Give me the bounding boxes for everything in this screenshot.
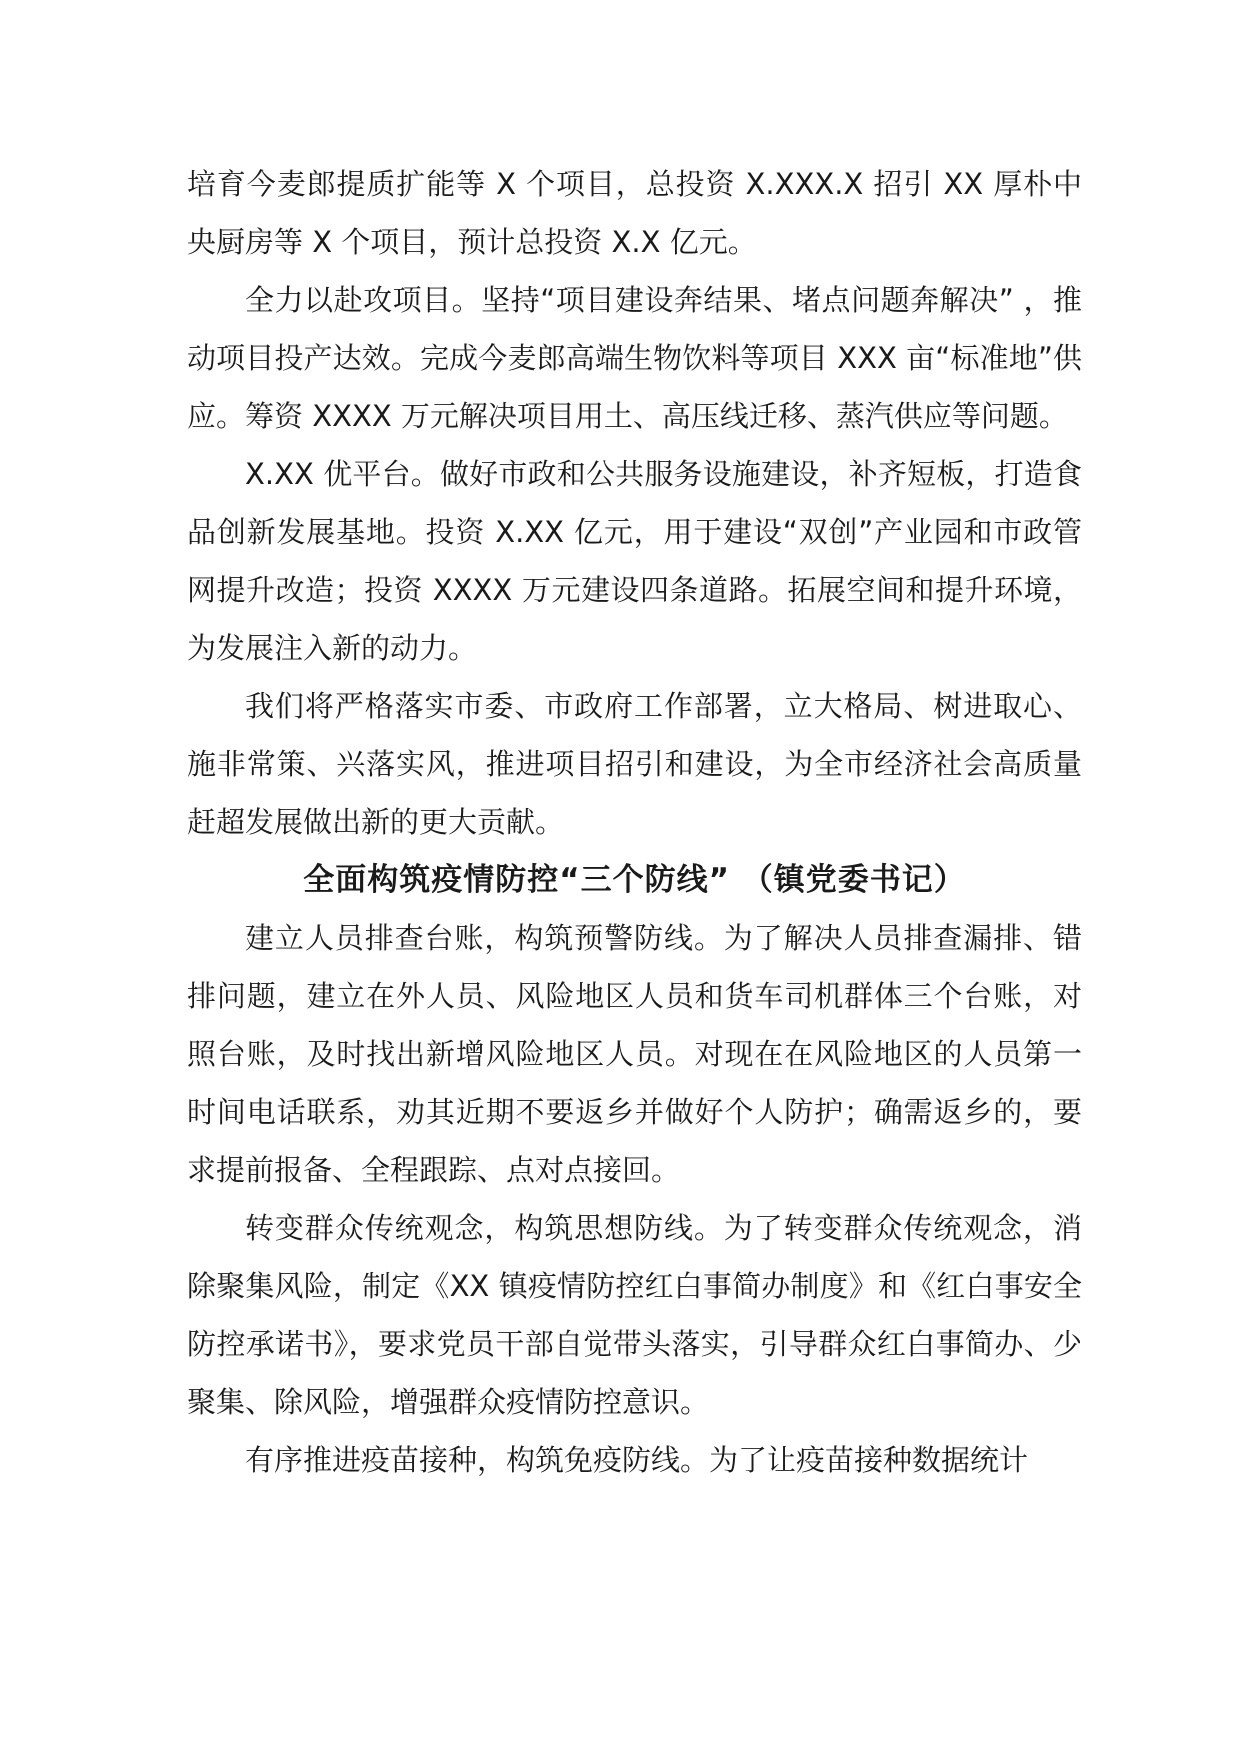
section-title: 全面构筑疫情防控“三个防线” （镇党委书记） [303,862,966,898]
document-body [187,155,1082,1489]
paragraph-conclusion: 我们将严格落实市委、市政府工作部署，立大格局、树进取心、施非常策、兴落实风，推进项目招引和建设，为全市经济社会高质量赶超发展做出新的更大贡献。 [187,689,1082,839]
paragraph-continuation: 培育今麦郎提质扩能等 X 个项目，总投资 X.XXX.X 招引 XX 厚朴中央厨房等 X 个项目，预计总投资 X.X 亿元。 [187,167,1082,259]
paragraph-immunity-line: 有序推进疫苗接种，构筑免疫防线。为了让疫苗接种数据统计 [245,1443,1029,1477]
paragraph-thought-line: 转变群众传统观念，构筑思想防线。为了转变群众传统观念，消除聚集风险，制定《XX 镇疫情防控红白事简办制度》和《红白事安全防控承诺书》，要求党员干部自觉带头落实，引导群众红白事简办、少聚集、除风险，增强群众疫情防控意识。 [187,1211,1082,1419]
paragraph-warning-line: 建立人员排查台账，构筑预警防线。为了解决人员排查漏排、错排问题，建立在外人员、风险地区人员和货车司机群体三个台账，对照台账，及时找出新增风险地区人员。对现在在风险地区的人员第一时间电话联系，劝其近期不要返乡并做好个人防护；确需返乡的，要求提前报备、全程跟踪、点对点接回。 [187,921,1082,1187]
paragraph-projects: 全力以赴攻项目。坚持“项目建设奔结果、堵点问题奔解决” ，推动项目投产达效。完成今麦郎高端生物饮料等项目 XXX 亩“标准地”供应。筹资 XXXX 万元解决项目用土、高压线迁移、蒸汽供应等问题。 [187,283,1082,433]
paragraph-platform: X.XX 优平台。做好市政和公共服务设施建设，补齐短板，打造食品创新发展基地。投资 X.XX 亿元，用于建设“双创”产业园和市政管网提升改造；投资 XXXX 万元建设四条道路。拓展空间和提升环境，为发展注入新的动力。 [187,457,1082,665]
